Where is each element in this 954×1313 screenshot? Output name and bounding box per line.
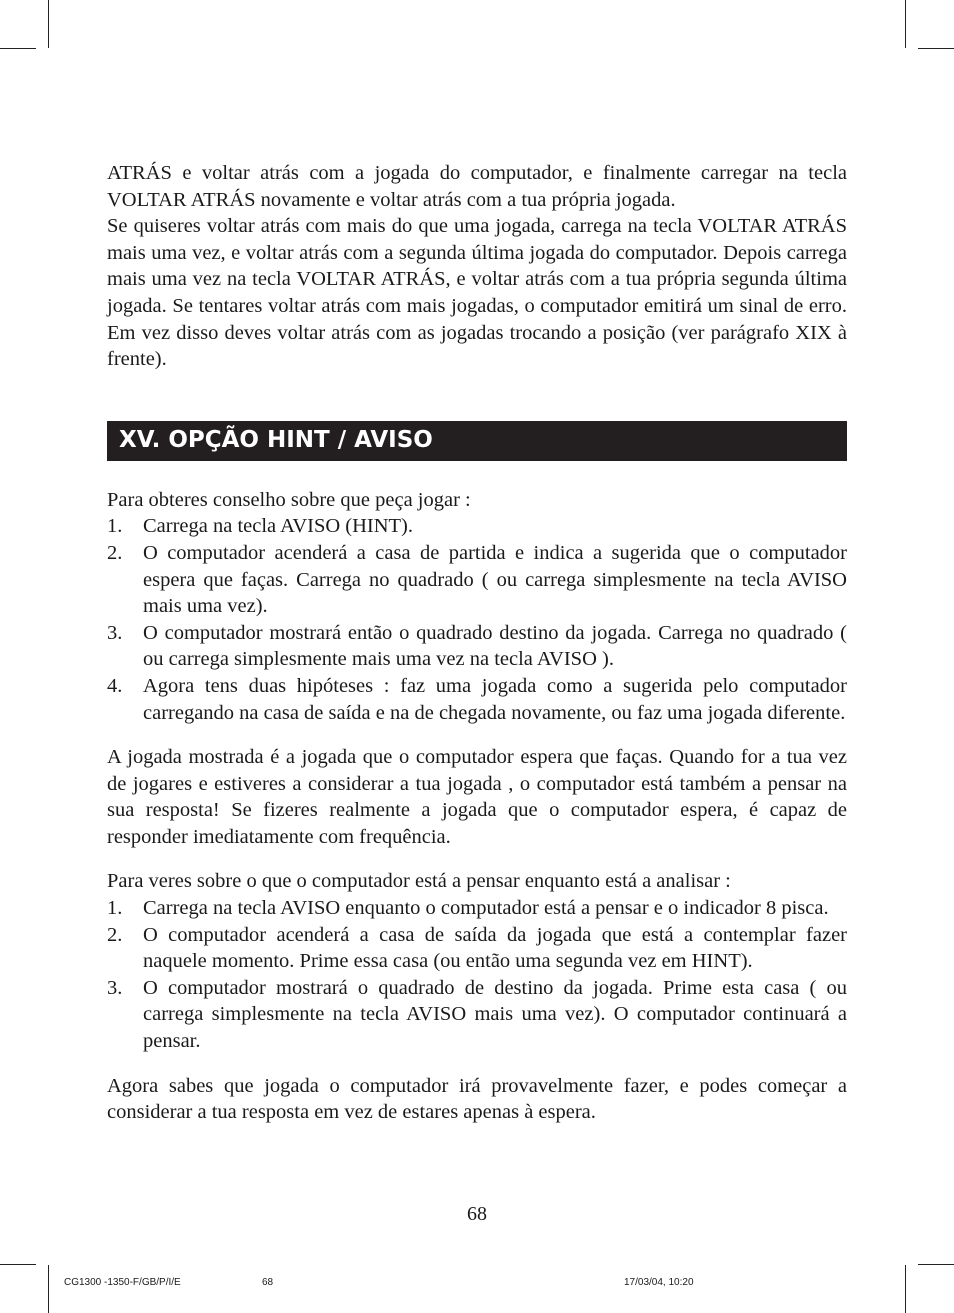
- footer-code: CG1300 -1350-F/GB/P/I/E: [64, 1277, 181, 1288]
- crop-mark: [0, 48, 36, 49]
- section-heading: [107, 421, 847, 461]
- continuation-paragraph: ATRÁS e voltar atrás com a jogada do computador, e finalmente carregar na tecla VOLTAR ATRÁS novamente e voltar atrás com a tua própria jogada.: [107, 162, 847, 211]
- intro-paragraph: Para obteres conselho sobre que peça jogar :: [107, 488, 471, 511]
- list-item-text: O computador mostrará o quadrado de destino da jogada. Prime esta casa ( ou carrega simplesmente na tecla AVISO mais uma vez). O computador continuará a pensar.: [143, 976, 847, 1053]
- page-number: 68: [467, 1203, 487, 1225]
- list-item-number: 4.: [107, 674, 123, 697]
- list-item: [107, 895, 847, 922]
- list-item: [107, 673, 847, 726]
- list-item: [107, 513, 847, 540]
- list-item-text: O computador acenderá a casa de partida e indica a sugerida que o computador espera que faças. Carrega no quadrado ( ou carrega simplesmente na tecla AVISO mais uma vez).: [143, 541, 847, 618]
- crop-mark: [918, 48, 954, 49]
- steps-list: [107, 895, 847, 1055]
- list-item-number: 1.: [107, 515, 123, 538]
- list-item-text: Carrega na tecla AVISO (HINT).: [143, 515, 414, 538]
- section-title: XV. OPÇÃO HINT / AVISO: [119, 427, 433, 454]
- crop-mark: [48, 1265, 49, 1313]
- intro-paragraph: Para veres sobre o que o computador está a pensar enquanto está a analisar :: [107, 870, 731, 893]
- footer-datetime: 17/03/04, 10:20: [624, 1277, 694, 1288]
- list-item-number: 3.: [107, 621, 123, 644]
- list-item-number: 1.: [107, 897, 123, 920]
- list-item-text: Carrega na tecla AVISO enquanto o computador está a pensar e o indicador 8 pisca.: [143, 897, 829, 920]
- list-item-number: 3.: [107, 976, 123, 999]
- body-paragraph: Agora sabes que jogada o computador irá provavelmente fazer, e podes começar a considerar a tua resposta em vez de estares apenas à espera.: [107, 1074, 847, 1124]
- list-item: [107, 540, 847, 620]
- list-item: [107, 620, 847, 673]
- steps-list: [107, 513, 847, 726]
- crop-mark: [905, 0, 906, 48]
- list-item: [107, 922, 847, 975]
- footer-page: 68: [262, 1277, 274, 1288]
- crop-mark: [48, 0, 49, 48]
- list-item-text: O computador acenderá a casa de saída da jogada que está a contemplar fazer naquele momento. Prime essa casa (ou então uma segunda vez em HINT).: [143, 923, 847, 973]
- list-item-text: Agora tens duas hipóteses : faz uma jogada como a sugerida pelo computador carregando na casa de saída e na de chegada novamente, ou faz uma jogada diferente.: [143, 674, 847, 724]
- continuation-paragraph: Se quiseres voltar atrás com mais do que uma jogada, carrega na tecla VOLTAR ATRÁS mais uma vez, e voltar atrás com a segunda última jogada do computador. Depois carrega mais uma vez na tecla VOLTAR ATRÁS, e voltar atrás com a tua própria segunda última jogada. Se tentares voltar atrás com mais jogadas, o computador emitirá um sinal de erro. Em vez disso deves voltar atrás com as jogadas trocando a posição (ver parágrafo XIX à frente).: [107, 215, 847, 371]
- crop-mark: [905, 1265, 906, 1313]
- list-item-number: 2.: [107, 923, 123, 946]
- crop-mark: [0, 1264, 36, 1265]
- page-content: [107, 160, 847, 1126]
- list-item-text: O computador mostrará então o quadrado destino da jogada. Carrega no quadrado ( ou carrega simplesmente mais uma vez na tecla AVISO ).: [143, 621, 847, 671]
- list-item: [107, 975, 847, 1055]
- list-item-number: 2.: [107, 541, 123, 564]
- body-paragraph: A jogada mostrada é a jogada que o computador espera que faças. Quando for a tua vez de jogares e estiveres a considerar a tua jogada , o computador está também a pensar na sua resposta! Se fizeres realmente a jogada que o computador espera, é capaz de responder imediatamente com frequência.: [107, 746, 847, 848]
- crop-mark: [918, 1264, 954, 1265]
